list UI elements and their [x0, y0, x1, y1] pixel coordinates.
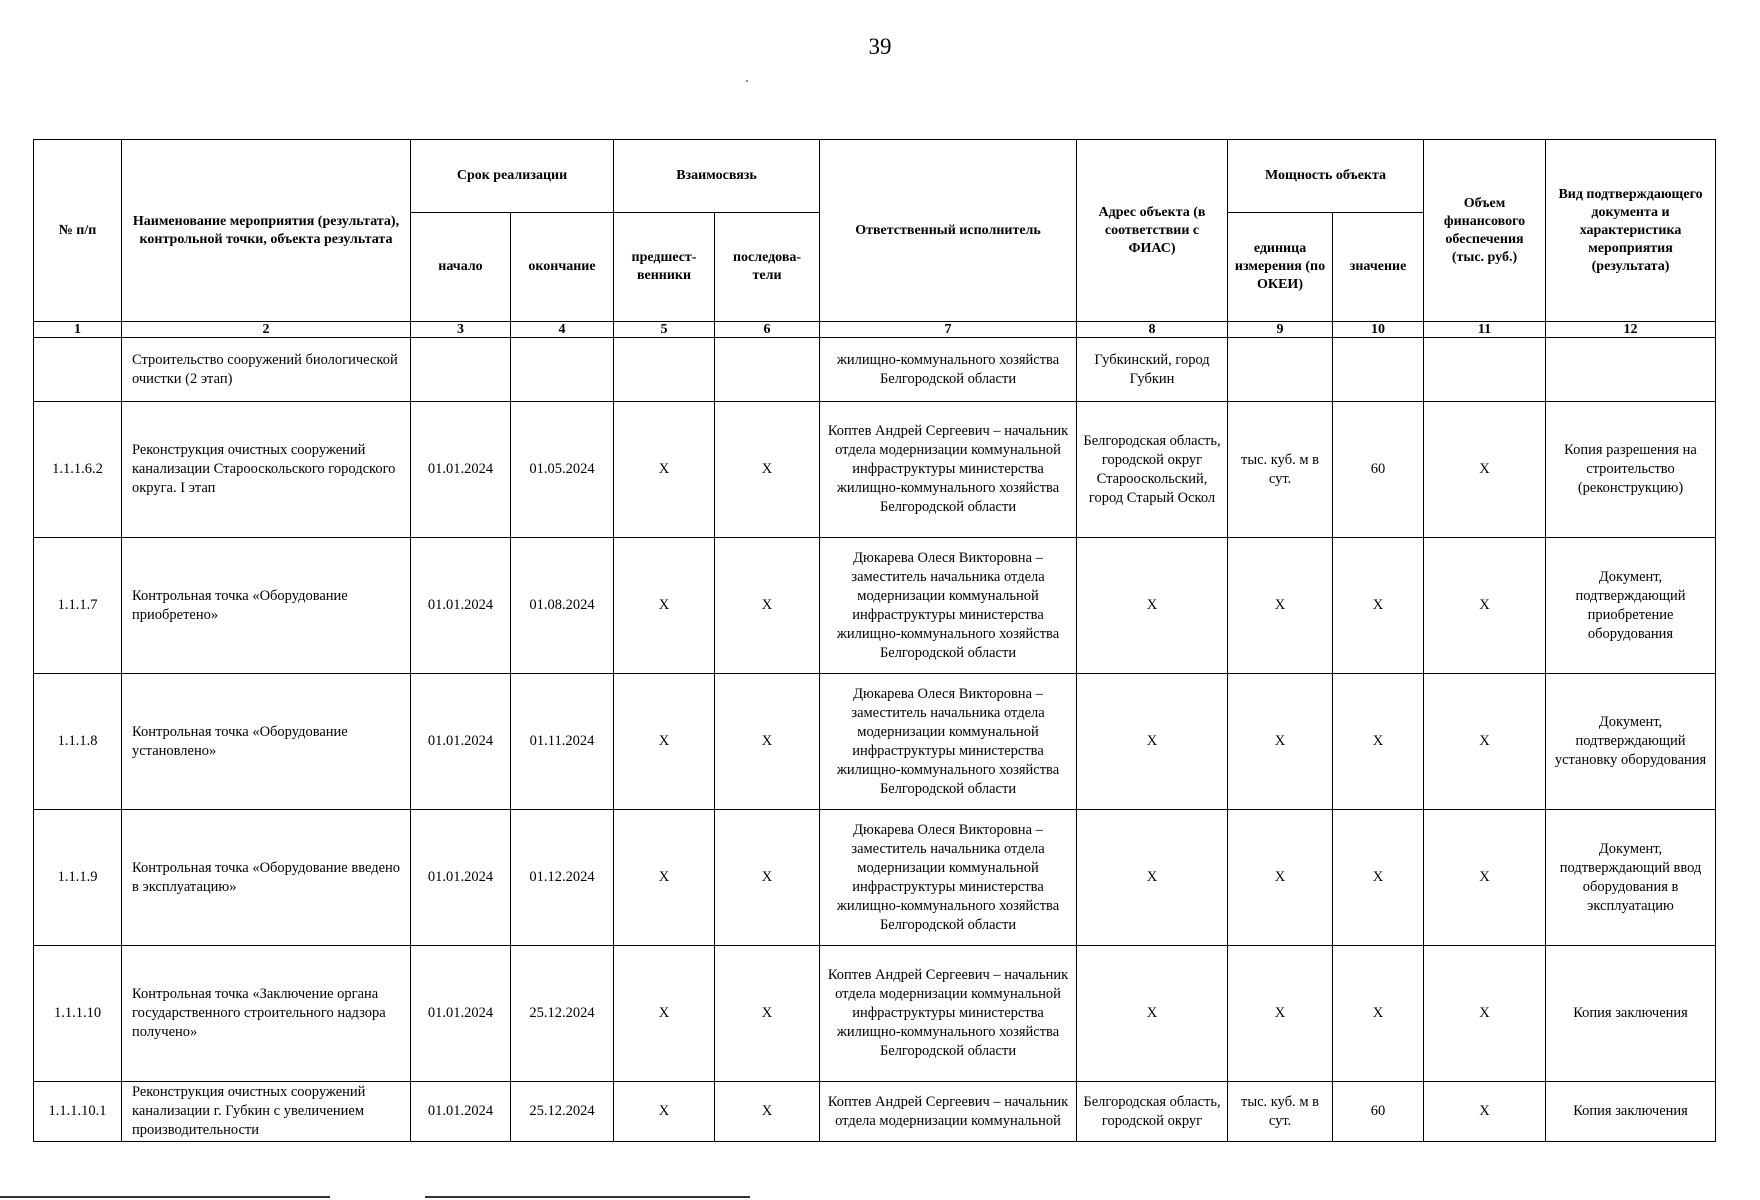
cell-next: X — [715, 1082, 820, 1142]
cell-executor: Дюкарева Олеся Викторовна – заместитель начальника отдела модернизации коммунальной инфраструктуры министерства жилищно-коммунального хозяйства Белгородской области — [820, 538, 1077, 674]
cell-end: 25.12.2024 — [511, 946, 614, 1082]
table-row — [34, 946, 1716, 1082]
cell-next — [715, 338, 820, 402]
cell-end: 01.08.2024 — [511, 538, 614, 674]
cell-document: Копия разрешения на строительство (реконструкцию) — [1546, 402, 1716, 538]
cell-num: 1.1.1.10.1 — [34, 1082, 122, 1142]
header-link-prev: предшест-венники — [614, 213, 715, 322]
cell-num — [34, 338, 122, 402]
cell-document: Копия заключения — [1546, 946, 1716, 1082]
cell-finance: X — [1424, 402, 1546, 538]
column-number: 1 — [34, 322, 122, 338]
table-body — [34, 322, 1716, 1142]
cell-executor: жилищно-коммунального хозяйства Белгородской области — [820, 338, 1077, 402]
cell-num: 1.1.1.9 — [34, 810, 122, 946]
cell-address: X — [1077, 810, 1228, 946]
cell-address: Губкинский, город Губкин — [1077, 338, 1228, 402]
cell-unit: X — [1228, 810, 1333, 946]
cell-end: 01.05.2024 — [511, 402, 614, 538]
cell-next: X — [715, 810, 820, 946]
cell-value: X — [1333, 538, 1424, 674]
column-number: 7 — [820, 322, 1077, 338]
cell-name: Контрольная точка «Оборудование установлено» — [122, 674, 411, 810]
column-number: 2 — [122, 322, 411, 338]
cell-executor: Дюкарева Олеся Викторовна – заместитель начальника отдела модернизации коммунальной инфраструктуры министерства жилищно-коммунального хозяйства Белгородской области — [820, 810, 1077, 946]
cell-unit: тыс. куб. м в сут. — [1228, 402, 1333, 538]
cell-unit: X — [1228, 538, 1333, 674]
scan-edge-line — [0, 1196, 330, 1198]
cell-next: X — [715, 946, 820, 1082]
cell-finance: X — [1424, 538, 1546, 674]
table-row — [34, 810, 1716, 946]
cell-address: X — [1077, 946, 1228, 1082]
header-link-next: последова-тели — [715, 213, 820, 322]
cell-num: 1.1.1.7 — [34, 538, 122, 674]
cell-executor: Коптев Андрей Сергеевич – начальник отдела модернизации коммунальной инфраструктуры министерства жилищно-коммунального хозяйства Белгородской области — [820, 946, 1077, 1082]
cell-start — [411, 338, 511, 402]
cell-num: 1.1.1.10 — [34, 946, 122, 1082]
cell-start: 01.01.2024 — [411, 946, 511, 1082]
cell-prev: X — [614, 674, 715, 810]
cell-name: Контрольная точка «Оборудование приобретено» — [122, 538, 411, 674]
header-executor: Ответственный исполнитель — [820, 140, 1077, 322]
header-capacity-value: значение — [1333, 213, 1424, 322]
cell-document: Копия заключения — [1546, 1082, 1716, 1142]
cell-prev: X — [614, 538, 715, 674]
header-address: Адрес объекта (в соответствии с ФИАС) — [1077, 140, 1228, 322]
cell-prev: X — [614, 1082, 715, 1142]
cell-value: 60 — [1333, 1082, 1424, 1142]
cell-address: Белгородская область, городской округ Старооскольский, город Старый Оскол — [1077, 402, 1228, 538]
cell-prev — [614, 338, 715, 402]
cell-end: 01.11.2024 — [511, 674, 614, 810]
cell-document — [1546, 338, 1716, 402]
column-number: 9 — [1228, 322, 1333, 338]
cell-finance: X — [1424, 1082, 1546, 1142]
header-capacity-unit: единица измерения (по ОКЕИ) — [1228, 213, 1333, 322]
cell-address: Белгородская область, городской округ — [1077, 1082, 1228, 1142]
cell-name: Строительство сооружений биологической очистки (2 этап) — [122, 338, 411, 402]
cell-start: 01.01.2024 — [411, 674, 511, 810]
cell-num: 1.1.1.8 — [34, 674, 122, 810]
column-number: 8 — [1077, 322, 1228, 338]
cell-prev: X — [614, 946, 715, 1082]
column-number: 6 — [715, 322, 820, 338]
cell-end — [511, 338, 614, 402]
cell-start: 01.01.2024 — [411, 810, 511, 946]
cell-document: Документ, подтверждающий приобретение оборудования — [1546, 538, 1716, 674]
cell-unit: X — [1228, 946, 1333, 1082]
cell-executor: Коптев Андрей Сергеевич – начальник отдела модернизации коммунальной — [820, 1082, 1077, 1142]
cell-end: 01.12.2024 — [511, 810, 614, 946]
table-row — [34, 538, 1716, 674]
cell-name: Контрольная точка «Заключение органа государственного строительного надзора получено» — [122, 946, 411, 1082]
cell-value: X — [1333, 674, 1424, 810]
cell-unit — [1228, 338, 1333, 402]
cell-value: X — [1333, 810, 1424, 946]
table-row — [34, 402, 1716, 538]
cell-value: 60 — [1333, 402, 1424, 538]
column-number: 12 — [1546, 322, 1716, 338]
cell-start: 01.01.2024 — [411, 402, 511, 538]
table-row — [34, 674, 1716, 810]
cell-next: X — [715, 538, 820, 674]
cell-next: X — [715, 674, 820, 810]
header-name: Наименование мероприятия (результата), контрольной точки, объекта результата — [122, 140, 411, 322]
cell-prev: X — [614, 810, 715, 946]
cell-value — [1333, 338, 1424, 402]
cell-address: X — [1077, 674, 1228, 810]
cell-unit: тыс. куб. м в сут. — [1228, 1082, 1333, 1142]
column-number: 3 — [411, 322, 511, 338]
table-header — [34, 140, 1716, 322]
cell-unit: X — [1228, 674, 1333, 810]
column-number: 5 — [614, 322, 715, 338]
page-number: 39 — [868, 34, 892, 59]
cell-finance: X — [1424, 674, 1546, 810]
cell-prev: X — [614, 402, 715, 538]
cell-finance: X — [1424, 946, 1546, 1082]
scan-edge-line — [425, 1196, 750, 1198]
column-number-row — [34, 322, 1716, 338]
cell-executor: Коптев Андрей Сергеевич – начальник отдела модернизации коммунальной инфраструктуры министерства жилищно-коммунального хозяйства Белгородской области — [820, 402, 1077, 538]
header-num: № п/п — [34, 140, 122, 322]
cell-name: Контрольная точка «Оборудование введено в эксплуатацию» — [122, 810, 411, 946]
header-term-start: начало — [411, 213, 511, 322]
cell-start: 01.01.2024 — [411, 538, 511, 674]
cell-finance — [1424, 338, 1546, 402]
header-term-group: Срок реализации — [411, 140, 614, 213]
header-capacity-group: Мощность объекта — [1228, 140, 1424, 213]
column-number: 4 — [511, 322, 614, 338]
cell-name: Реконструкция очистных сооружений канализации г. Губкин с увеличением производительности — [122, 1082, 411, 1142]
table-row — [34, 338, 1716, 402]
header-link-group: Взаимосвязь — [614, 140, 820, 213]
cell-document: Документ, подтверждающий ввод оборудования в эксплуатацию — [1546, 810, 1716, 946]
table-row — [34, 1082, 1716, 1142]
header-finance: Объем финансового обеспечения (тыс. руб.) — [1424, 140, 1546, 322]
plan-table — [33, 139, 1716, 1142]
cell-num: 1.1.1.6.2 — [34, 402, 122, 538]
cell-address: X — [1077, 538, 1228, 674]
cell-executor: Дюкарева Олеся Викторовна – заместитель начальника отдела модернизации коммунальной инфраструктуры министерства жилищно-коммунального хозяйства Белгородской области — [820, 674, 1077, 810]
header-term-end: окончание — [511, 213, 614, 322]
column-number: 10 — [1333, 322, 1424, 338]
cell-document: Документ, подтверждающий установку оборудования — [1546, 674, 1716, 810]
cell-name: Реконструкция очистных сооружений канализации Старооскольского городского округа. I этап — [122, 402, 411, 538]
cell-start: 01.01.2024 — [411, 1082, 511, 1142]
column-number: 11 — [1424, 322, 1546, 338]
cell-finance: X — [1424, 810, 1546, 946]
header-document: Вид подтверждающего документа и характеристика мероприятия (результата) — [1546, 140, 1716, 322]
cell-next: X — [715, 402, 820, 538]
cell-value: X — [1333, 946, 1424, 1082]
scan-speck — [746, 80, 748, 82]
cell-end: 25.12.2024 — [511, 1082, 614, 1142]
